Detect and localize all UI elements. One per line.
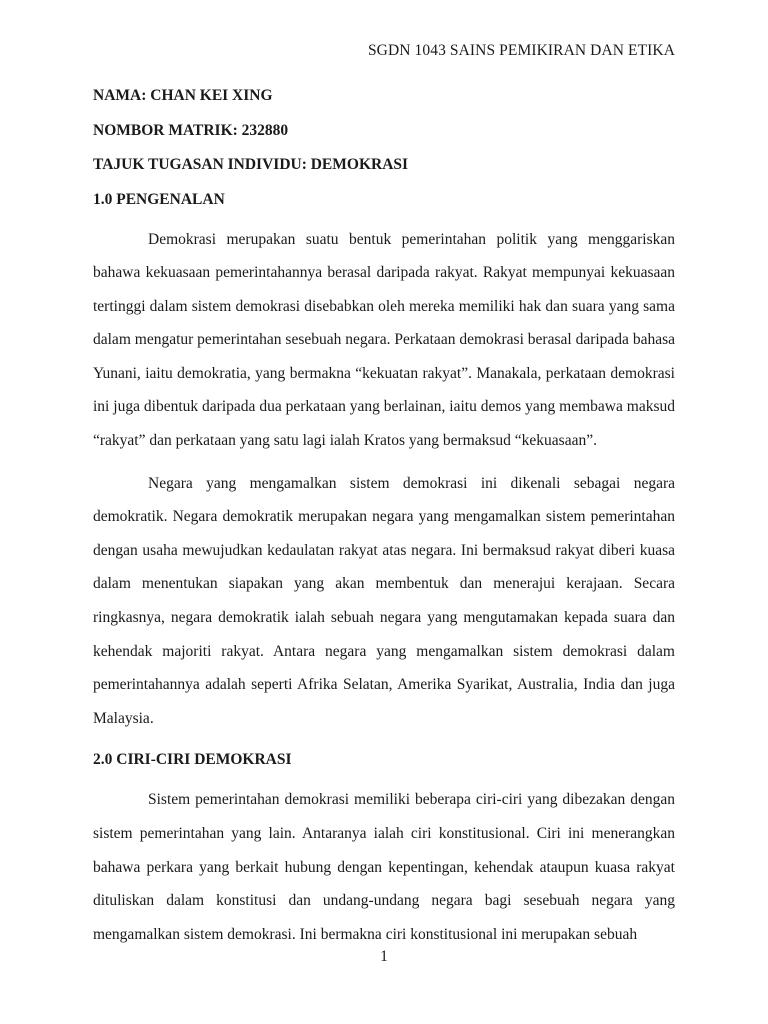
page-number: 1 bbox=[380, 948, 388, 965]
assignment-title: TAJUK TUGASAN INDIVIDU: DEMOKRASI bbox=[93, 156, 409, 173]
paragraph: Sistem pemerintahan demokrasi memiliki beberapa ciri-ciri yang dibezakan dengan sistem pemerintahan yang lain. Antaranya ialah ciri konstitusional. Ciri ini menerangkan bahawa perkara yang berkait hubung dengan kepentingan, kehendak ataupun kuasa rakyat dituliskan dalam konstitusi dan undang-undang negara bagi sesebuah negara yang mengamalkan sistem demokrasi. Ini bermakna ciri konstitusional ini merupakan sebuah bbox=[93, 791, 675, 943]
matric-number: NOMBOR MATRIK: 232880 bbox=[93, 121, 289, 139]
paragraph: Demokrasi merupakan suatu bentuk pemerintahan politik yang menggariskan bahawa kekuasaan pemerintahannya berasal daripada rakyat. Rakyat mempunyai kekuasaan tertinggi dalam sistem demokrasi disebabkan oleh mereka memiliki hak dan suara yang sama dalam mengatur pemerintahan sesebuah negara. Perkataan demokrasi berasal daripada bahasa Yunani, iaitu demokratia, yang bermakna “kekuatan rakyat”. Manakala, perkataan demokrasi ini juga dibentuk daripada dua perkataan yang berlainan, iaitu demos yang membawa maksud “rakyat” dan perkataan yang satu lagi ialah Kratos yang bermaksud “kekuasaan”. bbox=[93, 230, 675, 450]
section-heading-introduction: 1.0 PENGENALAN bbox=[93, 190, 225, 208]
document-body bbox=[93, 86, 675, 960]
running-header: SGDN 1043 SAINS PEMIKIRAN DAN ETIKA bbox=[367, 42, 675, 59]
section-heading-characteristics: 2.0 CIRI-CIRI DEMOKRASI bbox=[93, 751, 292, 769]
paragraph: Negara yang mengamalkan sistem demokrasi ini dikenali sebagai negara demokratik. Negara demokratik merupakan negara yang mengamalkan sistem pemerintahan dengan usaha mewujudkan kedaulatan rakyat atas negara. Ini bermaksud rakyat diberi kuasa dalam menentukan siapakan yang akan membentuk dan menerajui kerajaan. Secara ringkasnya, negara demokratik ialah sebuah negara yang mengutamakan kepada suara dan kehendak majoriti rakyat. Antara negara yang mengamalkan sistem demokrasi dalam pemerintahannya adalah seperti Afrika Selatan, Amerika Syarikat, Australia, India dan juga Malaysia. bbox=[93, 474, 675, 727]
student-name: NAMA: CHAN KEI XING bbox=[93, 87, 273, 104]
